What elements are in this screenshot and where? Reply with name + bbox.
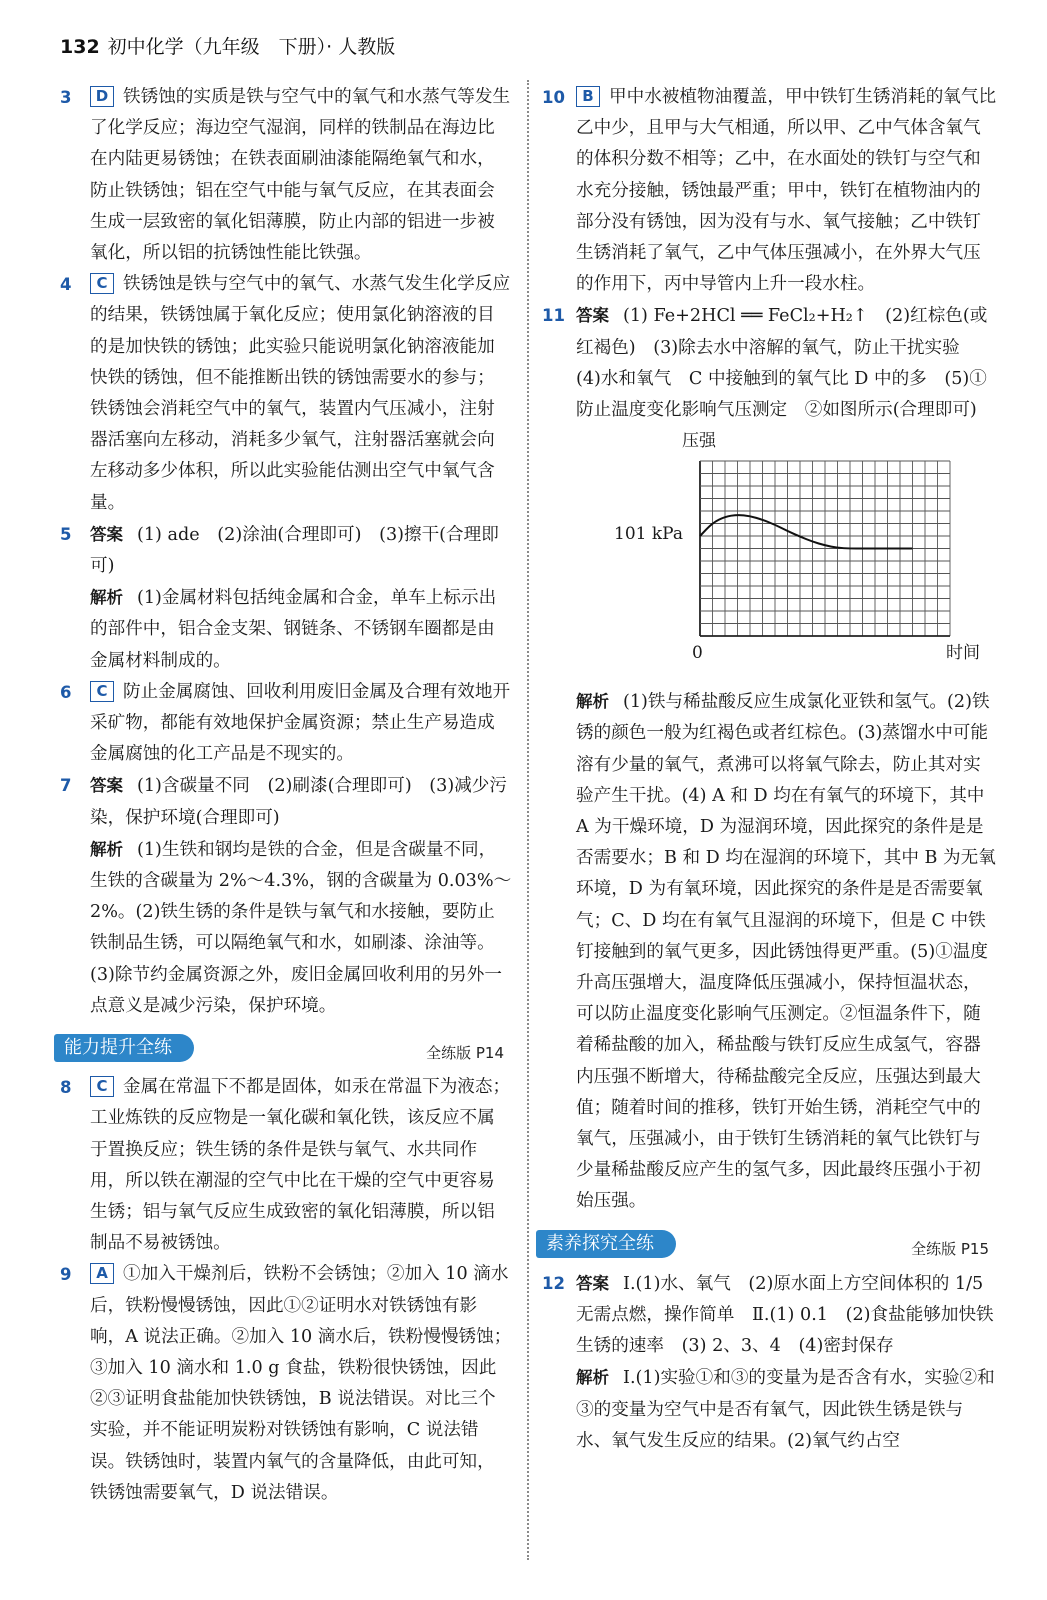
question-text: 甲中水被植物油覆盖，甲中铁钉生锈消耗的氧气比乙中少，且甲与大气相通，所以甲、乙中气体含氧气的体积分数不相等；乙中，在水面处的铁钉与空气和水充分接触，锈蚀最严重；甲中，铁钉在植物油内的部分没有锈蚀，因为没有与水、氧气接触；乙中铁钉生锈消耗了氧气，乙中气体压强减小，在外界大气压的作用下，丙中导管内上升一段水柱。 xyxy=(576,87,997,295)
answer-box: D xyxy=(90,86,114,107)
question-4 xyxy=(60,269,512,519)
answer-text: (1) ade (2)涂油(合理即可) (3)擦干(合理即可) xyxy=(90,524,499,577)
question-9 xyxy=(60,1259,512,1509)
section-title: 能力提升全练 xyxy=(54,1034,194,1062)
question-text: 防止金属腐蚀、回收利用废旧金属及合理有效地开采矿物，都能有效地保护金属资源；禁止生产易造成金属腐蚀的化工产品是不现实的。 xyxy=(90,681,511,765)
section-title: 素养探究全练 xyxy=(536,1230,676,1258)
answer-box: A xyxy=(90,1263,114,1284)
question-3 xyxy=(60,82,512,269)
page-number: 132 xyxy=(60,36,100,58)
question-text: 铁锈蚀是铁与空气中的氧气、水蒸气发生化学反应的结果，铁锈蚀属于氧化反应；使用氯化钠溶液的目的是加快铁的锈蚀；此实验只能说明氯化钠溶液能加快铁的锈蚀，但不能推断出铁的锈蚀需要水的参与；铁锈蚀会消耗空气中的氧气，装置内气压减小，注射器活塞向左移动，消耗多少氧气，注射器活塞就会向左移动多少体积，所以此实验能估测出空气中氧气含量。 xyxy=(90,274,511,513)
answer-label: 答案 xyxy=(90,524,123,544)
analysis-label: 解析 xyxy=(90,588,123,608)
analysis-label: 解析 xyxy=(90,839,123,859)
answer-box: C xyxy=(90,1076,114,1097)
question-10 xyxy=(542,82,997,300)
question-11 xyxy=(542,300,997,1217)
pressure-curve xyxy=(700,515,913,548)
question-number: 9 xyxy=(60,1265,72,1285)
answer-text: Ⅰ.(1)水、氧气 (2)原水面上方空间体积的 1/5 无需点燃，操作简单 Ⅱ.(1) 0.1 (2)食盐能够加快铁生锈的速率 (3) 2、3、4 (4)密封保存 xyxy=(576,1273,1001,1357)
column-divider xyxy=(527,80,529,1560)
question-7 xyxy=(60,770,512,1022)
right-column xyxy=(542,82,1001,1457)
answer-text: (1)含碳量不同 (2)刷漆(合理即可) (3)减少污染，保护环境(合理即可) xyxy=(90,776,507,828)
chart-series xyxy=(700,515,913,548)
section-header-ability xyxy=(54,1032,512,1066)
answer-box: C xyxy=(90,273,114,294)
section-page-ref: 全练版 P14 xyxy=(426,1044,504,1063)
answer-text: (1) Fe+2HCl ══ FeCl₂+H₂↑ (2)红棕色(或红褐色) (3)除去水中溶解的氧气，防止干扰实验 (4)水和氧气 C 中接触到的氧气比 D 中的多 (5)①防止温度变化影响气压测定 ②如图所示(合理即可) xyxy=(576,306,988,421)
question-number: 8 xyxy=(60,1078,72,1098)
analysis-text: Ⅰ.(1)实验①和③的变量为是否含有水，实验②和③的变量为空气中是否有氧气，因此铁生锈是铁与水、氧气发生反应的结果。(2)氧气约占空 xyxy=(576,1368,995,1451)
question-number: 5 xyxy=(60,524,72,544)
question-number: 12 xyxy=(542,1273,565,1293)
question-number: 10 xyxy=(542,88,565,107)
page-header xyxy=(60,32,395,62)
chart-svg xyxy=(600,426,1000,686)
question-5 xyxy=(60,519,512,677)
question-number: 11 xyxy=(542,306,565,326)
analysis-text: (1)铁与稀盐酸反应生成氯化亚铁和氢气。(2)铁锈的颜色一般为红褐色或者红棕色。(3)蒸馏水中可能溶有少量的氧气，煮沸可以将氧气除去，防止其对实验产生干扰。(4) A 和 D 均在有氧气的环境下，其中 A 为干燥环境，D 为湿润环境，因此探究的条件是是否需要水；B 和 D 均在湿润的环境下，其中 B 为无氧环境，D 为有氧环境，因此探究的条件是是否需要氧气；C、D 均在有氧气且湿润的环境下，但是 C 中铁钉接触到的氧气更多，因此锈蚀得更严重。(5)①温度升高压强增大，温度降低压强减小，保持恒温状态，可以防止温度变化影响气压测定。②恒温条件下，随着稀盐酸的加入，稀盐酸与铁钉反应生成氢气，容器内压强不断增大，待稀盐酸完全反应，压强达到最大值；随着时间的推移，铁钉开始生锈，消耗空气中的氧气，压强减小，由于铁钉生锈消耗的氧气比铁钉与少量稀盐酸反应产生的氢气多，因此最终压强小于初始压强。 xyxy=(576,692,996,1212)
question-number: 6 xyxy=(60,682,72,702)
book-title: 初中化学（九年级 下册）· 人教版 xyxy=(107,36,396,58)
answer-label: 答案 xyxy=(576,1273,609,1293)
answer-box: C xyxy=(90,681,114,702)
y-reference-label: 101 kPa xyxy=(614,524,683,545)
analysis-text: (1)生铁和钢均是铁的合金，但是含碳量不同，生铁的含碳量为 2%～4.3%，钢的含碳量为 0.03%～2%。(2)铁生锈的条件是铁与氧气和水接触，要防止铁制品生锈，可以隔绝氧气和水，如刷漆、涂油等。(3)除节约金属资源之外，废旧金属回收利用的另外一点意义是减少污染，保护环境。 xyxy=(90,839,512,1016)
question-text: 铁锈蚀的实质是铁与空气中的氧气和水蒸气等发生了化学反应；海边空气湿润，同样的铁制品在海边比在内陆更易锈蚀；在铁表面刷油漆能隔绝氧气和水，防止铁锈蚀；铝在空气中能与氧气反应，在其表面会生成一层致密的氧化铝薄膜，防止内部的铝进一步被氧化，所以铝的抗锈蚀性能比铁强。 xyxy=(90,87,511,264)
question-12 xyxy=(542,1268,1001,1457)
left-column xyxy=(60,82,512,1509)
analysis-label: 解析 xyxy=(576,1368,609,1388)
answer-label: 答案 xyxy=(576,306,609,326)
section-header-literacy xyxy=(536,1228,997,1262)
origin-label: 0 xyxy=(692,643,703,664)
pressure-time-chart xyxy=(600,426,997,686)
section-page-ref: 全练版 P15 xyxy=(911,1239,989,1258)
analysis-label: 解析 xyxy=(576,692,609,712)
question-8 xyxy=(60,1072,512,1259)
question-number: 7 xyxy=(60,776,72,796)
question-number: 4 xyxy=(60,275,72,295)
question-number: 3 xyxy=(60,88,72,107)
question-6 xyxy=(60,677,512,771)
y-axis-label: 压强 xyxy=(682,431,716,452)
x-axis-label: 时间 xyxy=(946,643,980,664)
question-text: ①加入干燥剂后，铁粉不会锈蚀；②加入 10 滴水后，铁粉慢慢锈蚀，因此①②证明水对铁锈蚀有影响，A 说法正确。②加入 10 滴水后，铁粉慢慢锈蚀；③加入 10 滴水和 1.0 g 食盐，铁粉很快锈蚀，因此②③证明食盐能加快铁锈蚀，B 说法错误。对比三个实验，并不能证明炭粉对铁锈蚀有影响，C 说法错误。铁锈蚀时，装置内氧气的含量降低，由此可知，铁锈蚀需要氧气，D 说法错误。 xyxy=(90,1264,512,1503)
question-text: 金属在常温下不都是固体，如汞在常温下为液态；工业炼铁的反应物是一氧化碳和氧化铁，该反应不属于置换反应；铁生锈的条件是铁与氧气、水共同作用，所以铁在潮湿的空气中比在干燥的空气中更容易生锈；铝与氧气反应生成致密的氧化铝薄膜，所以铝制品不易被锈蚀。 xyxy=(90,1077,511,1254)
answer-box: B xyxy=(576,86,600,107)
answer-label: 答案 xyxy=(90,776,123,796)
analysis-text: (1)金属材料包括纯金属和合金，单车上标示出的部件中，铝合金支架、钢链条、不锈钢车圈都是由金属材料制成的。 xyxy=(90,588,497,671)
